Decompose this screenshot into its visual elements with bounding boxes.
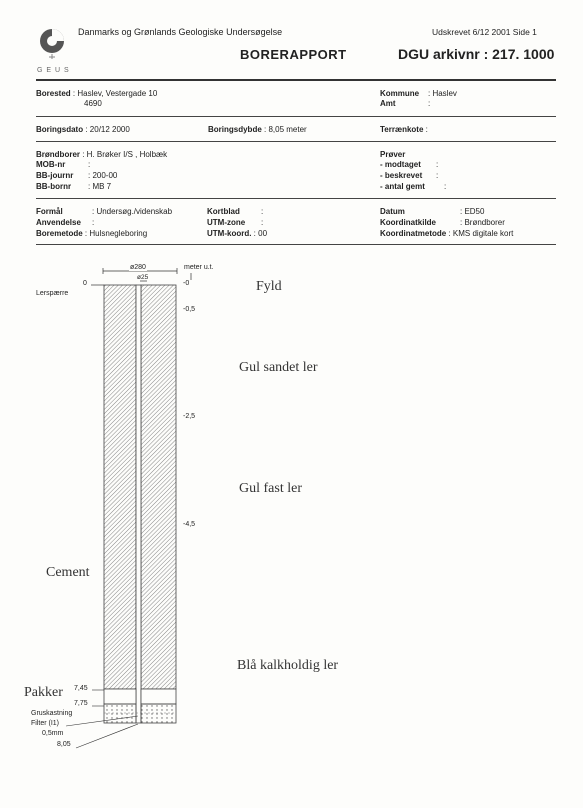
formaal-value: : Undersøg./videnskab: [92, 207, 173, 216]
depth-4-5: -4,5: [183, 521, 196, 528]
terraenkote-label: Terrænkote: [380, 125, 424, 134]
depth-0-5: -0,5: [183, 306, 196, 313]
boringsdato-label: Boringsdato: [36, 125, 84, 134]
cement-column-right: [141, 285, 176, 689]
kortblad-label: Kortblad: [207, 207, 240, 216]
packer-right: [141, 689, 176, 704]
depth-7-75: 7,75: [74, 700, 88, 707]
beskrevet-label: - beskrevet: [380, 171, 423, 180]
datum-label: Datum: [380, 207, 405, 216]
boringsdybde-label: Boringsdybde: [208, 125, 262, 134]
boringsdybde-value: : 8,05 meter: [264, 125, 307, 134]
dia-outer-label: ø280: [130, 264, 146, 271]
archive-number: DGU arkivnr : 217. 1000: [398, 46, 555, 62]
org-name: Danmarks og Grønlands Geologiske Undersøgelse: [78, 27, 283, 37]
depth-8-05: 8,05: [57, 741, 71, 748]
unit-label: meter u.t.: [184, 264, 214, 271]
antal-label: - antal gemt: [380, 182, 425, 191]
depth-2-5: -2,5: [183, 413, 196, 420]
cement-label: Cement: [46, 565, 90, 580]
mob-label: MOB-nr: [36, 160, 66, 169]
bbbornr-value: : MB 7: [88, 182, 112, 191]
boringsdato-value: : 20/12 2000: [85, 125, 130, 134]
leader-805: [76, 724, 138, 748]
boremetode-label: Boremetode: [36, 229, 83, 238]
report-title: BORERAPPORT: [240, 47, 347, 62]
depth-0: -0: [183, 280, 190, 287]
layer-blaa-kalkholdig-ler: Blå kalkholdig ler: [237, 658, 339, 673]
print-info: Udskrevet 6/12 2001 Side 1: [432, 27, 537, 37]
borested-label-text: Borested: [36, 89, 71, 98]
modtaget-label: - modtaget: [380, 160, 421, 169]
datum-value: : ED50: [460, 207, 485, 216]
pakker-label: Pakker: [24, 685, 63, 700]
anvendelse-value: :: [92, 218, 95, 227]
modtaget-value: :: [436, 160, 439, 169]
bbjournr-label: BB-journr: [36, 171, 74, 180]
amt-label: Amt: [380, 99, 396, 108]
packer-left: [104, 689, 136, 704]
bbbornr-label: BB-bornr: [36, 182, 72, 191]
kommune-value: : Haslev: [428, 89, 457, 98]
casing-pipe: [136, 285, 141, 723]
layer-gul-fast-ler: Gul fast ler: [239, 481, 302, 496]
borested-line2: 4690: [84, 99, 102, 108]
beskrevet-value: :: [436, 171, 439, 180]
utmkoord-value: : 00: [253, 229, 268, 238]
brondborer-value: : H. Brøker I/S , Holbæk: [82, 150, 168, 159]
koordinatkilde-label: Koordinatkilde: [380, 218, 437, 227]
cement-column-left: [104, 285, 136, 689]
zero-left-label: 0: [83, 280, 87, 287]
logo-text: G E U S: [37, 67, 70, 74]
lerspaerre-label: Lerspærre: [36, 290, 69, 297]
utmzone-label: UTM-zone: [207, 218, 246, 227]
amt-value: :: [428, 99, 431, 108]
borested-value: : Haslev, Vestergade 10: [72, 89, 158, 98]
mm-label: 0,5mm: [42, 730, 64, 737]
dia-inner-label: ø25: [137, 274, 149, 281]
filter-label: Filter (I1): [31, 720, 59, 727]
prover-title: Prøver: [380, 150, 406, 159]
layer-gul-sandet-ler: Gul sandet ler: [239, 360, 318, 375]
mob-value: :: [88, 160, 91, 169]
terraenkote-value: :: [425, 125, 428, 134]
kortblad-value: :: [261, 207, 264, 216]
gravel-pack-right: [141, 704, 176, 723]
depth-7-45: 7,45: [74, 685, 88, 692]
layer-fyld: Fyld: [256, 279, 282, 294]
brondborer-label: Brøndborer: [36, 150, 80, 159]
boremetode-value: : Hulsnegleboring: [84, 229, 148, 238]
koordinatkilde-value: : Brøndborer: [460, 218, 505, 227]
utmzone-value: :: [261, 218, 264, 227]
gruskastning-label: Gruskastning: [31, 710, 73, 717]
bbjournr-value: : 200-00: [88, 171, 118, 180]
formaal-label: Formål: [36, 207, 63, 216]
anvendelse-label: Anvendelse: [36, 218, 81, 227]
koordinatmetode-value: : KMS digitale kort: [448, 229, 514, 238]
antal-value: :: [444, 182, 447, 191]
kommune-label: Kommune: [380, 89, 420, 98]
koordinatmetode-label: Koordinatmetode: [380, 229, 447, 238]
utmkoord-label: UTM-koord.: [207, 229, 252, 238]
